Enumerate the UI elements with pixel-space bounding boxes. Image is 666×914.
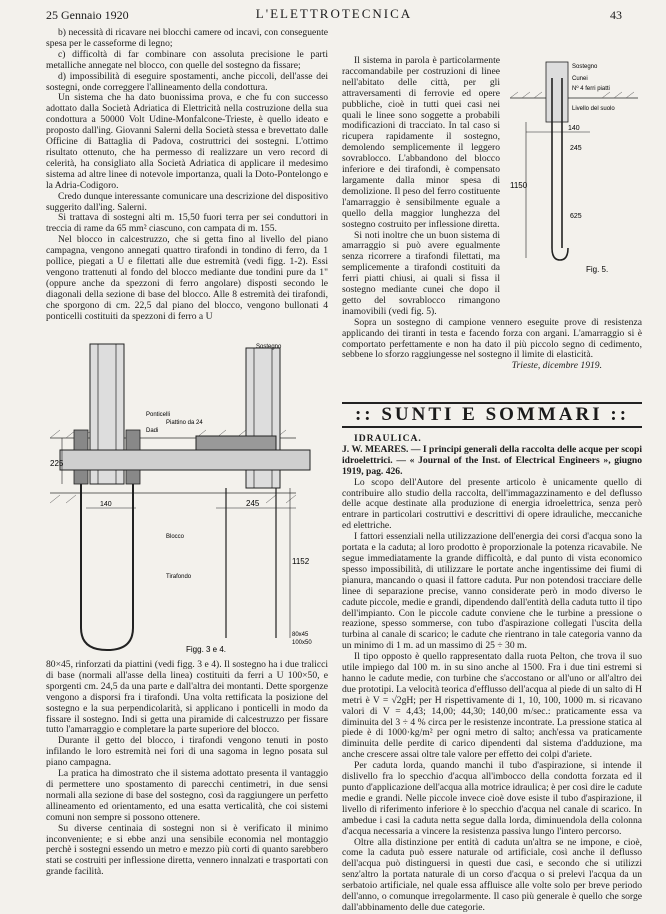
label-tirafondo: Tirafondo bbox=[166, 574, 192, 580]
paragraph: Si trattava di sostegni alti m. 15,50 fuori terra per sei conduttori in treccia di rame da 65 mm² ciascuno, con campata di m. 155. bbox=[46, 212, 328, 235]
article-heading: J. W. MEARES. — I principi generali della raccolta delle acque per scopi idroelettrici. — « Journal of the Inst. of Electrical Engineers », giugno 1919, pag. 426. bbox=[342, 443, 642, 477]
label-blocco: Blocco bbox=[166, 534, 185, 540]
fig5-dim-140: 140 bbox=[568, 125, 580, 132]
issue-date: 25 Gennaio 1920 bbox=[46, 8, 129, 22]
paragraph: Sopra un sostegno di campione vennero eseguite prove di resistenza applicando dei tiranti in testa e facendo forza con argani. L'amarraggio si è comportato perfettamente e non ha dato il più piccolo segno di cedimento, sebbene lo sforzo raggiungesse nel sostegno il limite di elasticità. bbox=[342, 316, 642, 361]
fig5-label-cunei: Cunei bbox=[572, 76, 588, 82]
page-number: 43 bbox=[610, 8, 622, 22]
paragraph: Durante il getto del blocco, i tirafondi vengono tenuti in posto infilando le loro estremità nei fori di una sagoma in legno posata sul piano campagna. bbox=[46, 735, 328, 769]
paragraph: Si noti inoltre che un buon sistema di amarraggio si può avere egualmente senza ricorrere a tirafondi filettati, ma semplicemente a tirafondi costituiti da ferri piatti chiusi, ai quali si fissa il sostegno mediante cunei che dopo il getto del sovrablocco rimangono inamovibili (vedi fig. 5). bbox=[342, 229, 500, 317]
figure-3-4-diagram bbox=[46, 338, 328, 656]
rubric-title: IDRAULICA. bbox=[354, 433, 422, 444]
left-column-top bbox=[46, 28, 328, 336]
label-ponticelli: Ponticelli bbox=[146, 412, 171, 418]
paragraph: La pratica ha dimostrato che il sistema adottato presenta il vantaggio di permettere uno spostamento di parecchi centimetri, in due sensi normali alla sezione di base del sostegno, così da raggiungere un perfetto allineamento ed orientamento, ed una esatta verticalità, che coi sistemi comuni non sempre si possono ottenere. bbox=[46, 768, 328, 823]
left-column-bottom bbox=[46, 660, 328, 900]
dim-100x50: 100x50 bbox=[292, 640, 312, 646]
figure-5-diagram bbox=[506, 58, 642, 280]
dim-140: 140 bbox=[100, 501, 112, 508]
label-dadi: Dadi bbox=[146, 428, 159, 434]
figure-3-4-caption: Figg. 3 e 4. bbox=[186, 645, 227, 654]
journal-title: L'ELETTROTECNICA bbox=[255, 6, 413, 21]
label-sostegno: Sostegno bbox=[256, 344, 282, 350]
dim-80x45: 80x45 bbox=[292, 632, 309, 638]
paragraph: Il tipo opposto è quello rappresentato dalla ruota Pelton, che trova il suo utile impiego dal 100 m. in su sino anche al 1500. Fra i due tini estremi si hanno le cadute medie, con turbine che s'accostano or all'uno or all'altro dei due prototipi. La velocità teorica d'efflusso dell'acqua al piede di un salto di H metri è V = √2gH; per H rispettivamente di 1, 10, 100, 1000 m. si ricavano valori di V = 4,43; 14,00; 44,30; 140,00 m/sec.: praticamente essa va diminuita del 3 ÷ 4 % circa per le resistenze incontrate. La pressione statica al piede è di 1000·kg/m² per ogni metro di salto; anch'essa va praticamente diminuita delle perdite di carico dipendenti dal sistema d'adduzione, ma anche crescere assai oltre tale valore per effetto dei colpi d'ariete. bbox=[342, 651, 642, 761]
paragraph: b) necessità di ricavare nei blocchi camere od incavi, con conseguente spesa per le casseforme di legno; bbox=[46, 27, 328, 49]
paragraph: Su diverse centinaia di sostegni non si è verificato il minimo inconveniente; e si ebbe anzi una sensibile economia nel montaggio perchè i sostegni essendo un metro e mezzo più corti di quanto sarebbero stati se costruiti per inflessione diretta, vennero innalzati e trasportati con grande facilità. bbox=[46, 822, 328, 878]
paragraph: d) impossibilità di eseguire spostamenti, anche piccoli, dell'asse dei sostegni, onde correggere l'allineamento della condottura. bbox=[46, 70, 328, 93]
paragraph: Nel blocco in calcestruzzo, che si getta fino al livello del piano campagna, vengono annegati quattro tirafondi in tondino di ferro, da 1 pollice, piegati a U e filettati alle due estremità (vedi figg. 1-2). Essi vengono trattenuti al fondo del blocco mediante due tondini pure da 1" (oppure anche da spezzoni di ferro angolare) disposti secondo le diagonali della sezione di base del blocco. Alle 8 estremità dei tirafondi, che sporgono di cm. 22,5 dal piano del blocco, vengono bullonati 4 ponticelli costituiti da spezzoni di ferro a U bbox=[46, 234, 328, 322]
paragraph: Oltre alla distinzione per entità di caduta un'altra se ne impone, e cioè, come la caduta può essere naturale od artificiale, così anche il deflusso dell'acqua può distinguersi in questi due casi, e secondo che si utilizzi senz'altro la portata naturale di un corso d'acqua o si prelevi l'acqua da un serbatoio artificiale, nel quale essa affluisce alle volte solo per breve periodo dell'anno, o comunque irregolarmente. Il caso più generale è quello che sorge dall'abbinamento delle due categorie. bbox=[342, 836, 642, 913]
paragraph: I fattori essenziali nella utilizzazione dell'energia dei corsi d'acqua sono la portata e la caduta; al loro prodotto è proporzionale la potenza ricavabile. Ne segue immediatamente la grande difficoltà, e dal punto di vista economico spesso impossibilità, di utilizzare le portate anche ingentissime dei fiumi di pianura, mancando o quasi il fattore caduta. Pur non potendosi tracciare delle linee di separazione precise, vanno considerate però in modo diverso le cadute piccole, medie e grandi, dipendendo dall'entità della caduta tutto il tipo dell'impianto. Con le piccole cadute conviene che le turbine a pressione o reazione, spesso sommerse, con tubo d'aspirazione collegati l'uscita della turbina al canale di scarico; le cadute che rientrano in tale categoria vanno da un minimo di 1 m. ad un massimo di 25 ÷ 30 m. bbox=[342, 531, 642, 652]
signature: Trieste, dicembre 1919. bbox=[511, 360, 602, 372]
paragraph: 80×45, rinforzati da piattini (vedi figg. 3 e 4). Il sostegno ha i due tralicci di base (normali all'asse della linea) costituiti da ferri a U 100×50, e sporgenti cm. 24,5 da una parte e dall'altra dei montanti. Dette sporgenze vengono a disporsi fra i tirafondi. Una volta rettificata la posizione del sostegno e la sua perpendicolarità, si applicano i ponticelli in modo da fissare il sostegno. Indi si getta una piramide di calcestruzzo per fissare tutto l'amarraggio e completare la parte superiore del blocco. bbox=[46, 659, 328, 736]
page-header bbox=[46, 4, 622, 22]
fig5-dim-245: 245 bbox=[570, 145, 582, 152]
fig5-dim-1150: 1150 bbox=[510, 181, 528, 190]
paragraph: Per caduta lorda, quando manchi il tubo d'aspirazione, si intende il dislivello fra lo specchio d'acqua all'imbocco della condotta forzata ed il punto d'applicazione dell'acqua alla motrice idraulica; è per così dire le cadute medie e grandi. Nelle piccole invece cioè dove esiste il tubo d'aspirazione, il livello di riferimento inferiore è lo specchio d'acqua nel canale di scarico. In ambedue i casi la caduta netta segue dalla lorda, diminuendola della colonna d'acqua necessaria a vincere la resistenza passiva lungo l'intero percorso. bbox=[342, 760, 642, 837]
dim-225: 225 bbox=[50, 459, 64, 468]
figure-5-caption: Fig. 5. bbox=[586, 265, 609, 274]
fig5-label-livello: Livello del suolo bbox=[572, 106, 615, 112]
paragraph: Il sistema in parola è particolarmente raccomandabile per costruzioni di linee nell'abitato delle città, per gli attraversamenti di ferrovie ed opere pubbliche, cioè in tutti quei casi nei quali le linee sono soggette a probabili modificazioni di tracciato. In tal caso si ricupera rapidamente il sostegno, demolendo semplicemente il leggero sovrablocco. L'abbandono del blocco inferiore e dei tirafondi, è compensato largamente dalla minor spesa di demolizione. Il peso del ferro costituente l'amarraggio è sensibilmente eguale a quello della maggior lunghezza del sostegno costruito per inflessione diretta. bbox=[342, 55, 500, 230]
section-banner: :: SUNTI E SOMMARI :: bbox=[342, 402, 642, 428]
paragraph: Un sistema che ha dato buonissima prova, e che fu con successo adottato dalla Società Adriatica di Elettricità nella costruzione della sua condottura a 50000 Volt Udine-Monfalcone-Trieste, è quello ideato e proposto dall'ing. Giovanni Salerni della Società stessa e brevettato dalle Officine di Battaglia di Padova, costruttrici dei sostegni. L'ottimo risultato ottenuto, che ha permesso di realizzare un vero record di celerità, ha consigliato alla Società Adriatica di applicare il medesimo sistema ad altre linee di notevole importanza, quali la Doto-Pontelongo e la Adria-Codigoro. bbox=[46, 92, 328, 191]
fig5-dim-625: 625 bbox=[570, 213, 582, 220]
dim-245: 245 bbox=[246, 499, 260, 508]
label-piattino: Piattino da 24 bbox=[166, 420, 203, 426]
dim-1152: 1152 bbox=[292, 557, 310, 566]
right-column-bottom bbox=[342, 433, 642, 913]
paragraph: c) difficoltà di far combinare con assoluta precisione le parti metalliche annegate nel blocco, con quelle del sostegno da fissare; bbox=[46, 48, 328, 71]
paragraph: Credo dunque interessante comunicare una descrizione del dispositivo suggerito dall'ing. Salerni. bbox=[46, 190, 328, 213]
fig5-label-sostegno: Sostegno bbox=[572, 64, 598, 70]
paragraph: Lo scopo dell'Autore del presente articolo è unicamente quello di contribuire allo studio della raccolta, dell'immagazzinamento e del deflusso delle acque destinate alla produzione di energia idroelettrica, senza però entrare in particolari costruttivi e descrittivi di opere idrauliche, meccaniche ed elettriche. bbox=[342, 476, 642, 532]
fig5-label-ferri: Nº 4 ferri piatti bbox=[572, 86, 610, 92]
